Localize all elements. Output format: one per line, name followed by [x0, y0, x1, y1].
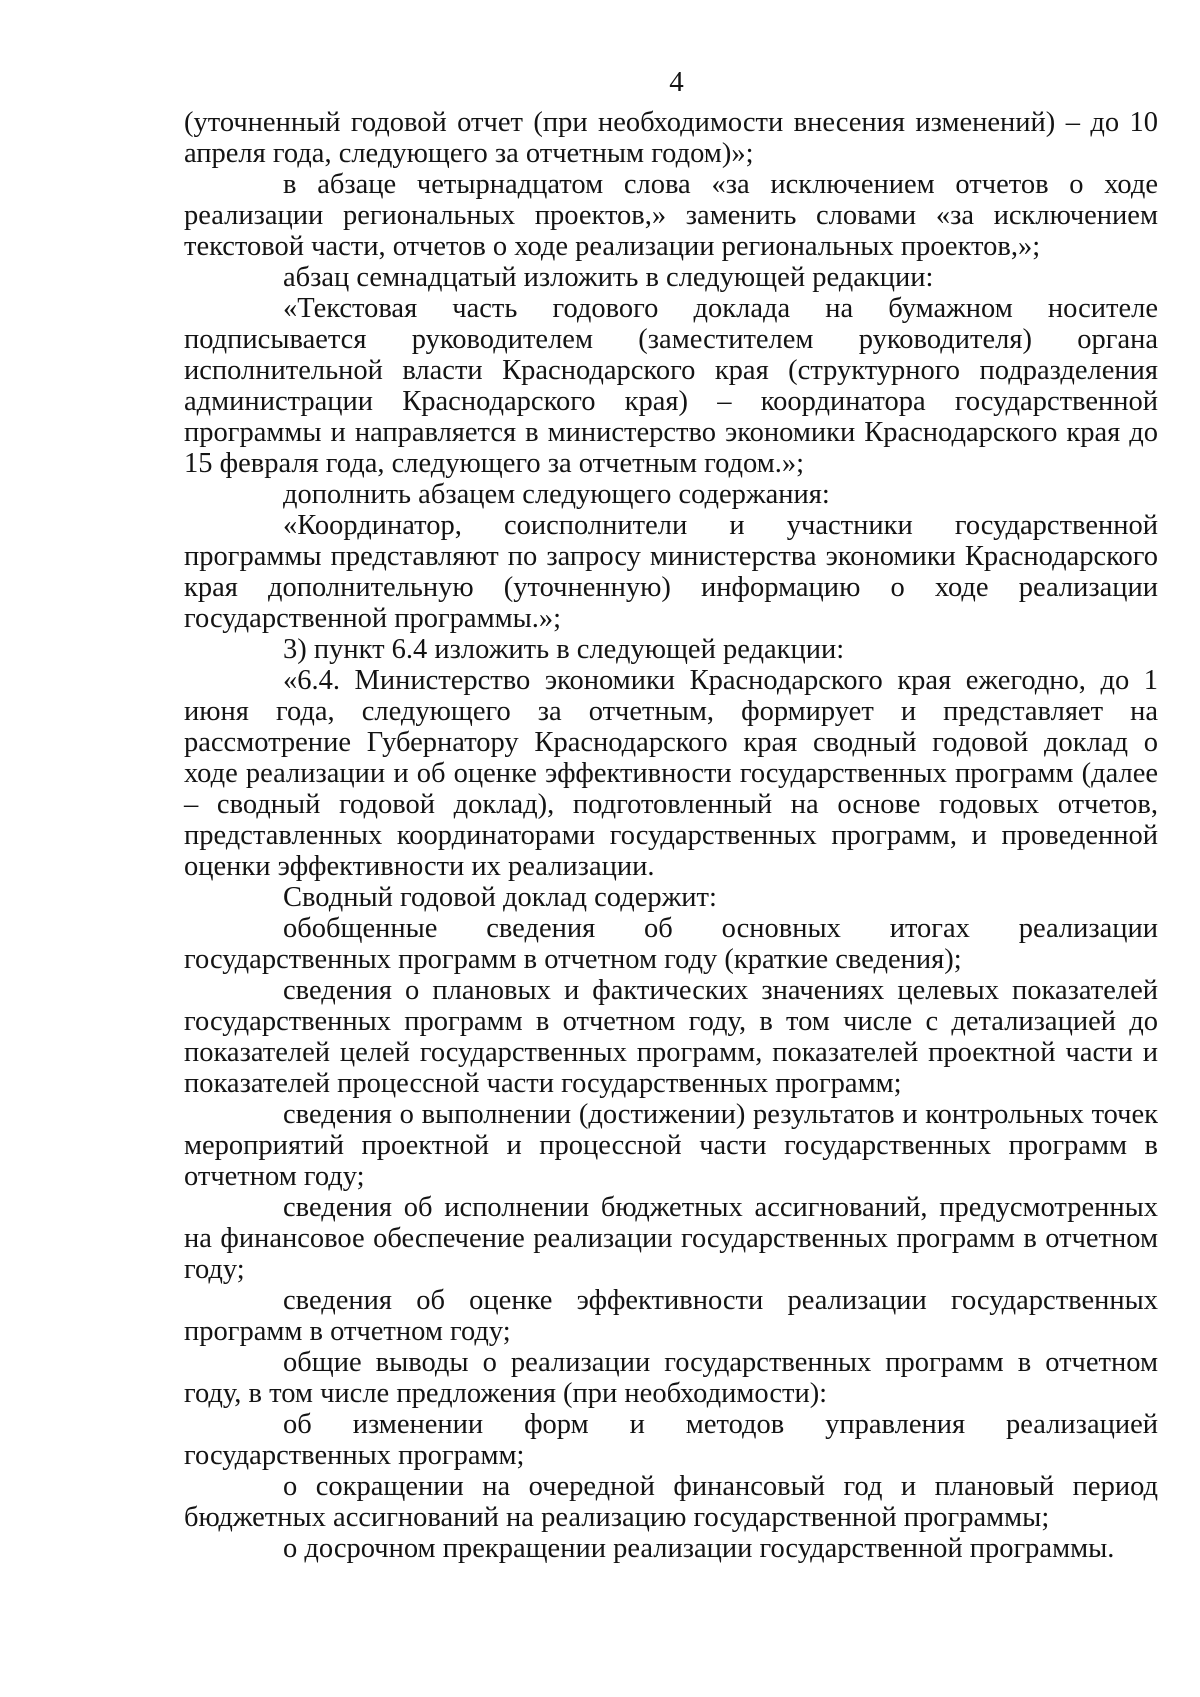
paragraph: об изменении форм и методов управления реализацией государственных программ; — [184, 1409, 1158, 1471]
paragraph: «Текстовая часть годового доклада на бумажном носителе подписывается руководителем (заместителем руководителя) органа исполнительной власти Краснодарского края (структурного подразделения администрации Краснодарского края) – координатора государственной программы и направляется в министерство экономики Краснодарского края до 15 февраля года, следующего за отчетным годом.»; — [184, 293, 1158, 479]
paragraph: общие выводы о реализации государственных программ в отчетном году, в том числе предложения (при необходимости): — [184, 1347, 1158, 1409]
paragraph: сведения о плановых и фактических значениях целевых показателей государственных программ в отчетном году, в том числе с детализацией до показателей целей государственных программ, показателей проектной части и показателей процессной части государственных программ; — [184, 975, 1158, 1099]
document-body — [184, 107, 1158, 1564]
paragraph: Сводный годовой доклад содержит: — [283, 882, 717, 913]
paragraph: сведения об исполнении бюджетных ассигнований, предусмотренных на финансовое обеспечение реализации государственных программ в отчетном году; — [184, 1192, 1158, 1285]
paragraph: в абзаце четырнадцатом слова «за исключением отчетов о ходе реализации региональных проектов,» заменить словами «за исключением текстовой части, отчетов о ходе реализации региональных проектов,»; — [184, 169, 1158, 262]
paragraph: «6.4. Министерство экономики Краснодарского края ежегодно, до 1 июня года, следующего за отчетным, формирует и представляет на рассмотрение Губернатору Краснодарского края сводный годовой доклад о ходе реализации и об оценке эффективности государственных программ (далее – сводный годовой доклад), подготовленный на основе годовых отчетов, представленных координаторами государственных программ, и проведенной оценки эффективности их реализации. — [184, 665, 1158, 882]
paragraph: «Координатор, соисполнители и участники государственной программы представляют по запросу министерства экономики Краснодарского края дополнительную (уточненную) информацию о ходе реализации государственной программы.»; — [184, 510, 1158, 634]
paragraph: о сокращении на очередной финансовый год и плановый период бюджетных ассигнований на реализацию государственной программы; — [184, 1471, 1158, 1533]
paragraph: (уточненный годовой отчет (при необходимости внесения изменений) – до 10 апреля года, следующего за отчетным годом)»; — [184, 107, 1158, 169]
paragraph: дополнить абзацем следующего содержания: — [283, 479, 830, 510]
page-number: 4 — [669, 66, 684, 98]
paragraph: о досрочном прекращении реализации государственной программы. — [283, 1533, 1115, 1564]
paragraph: абзац семнадцатый изложить в следующей редакции: — [283, 262, 934, 293]
paragraph: обобщенные сведения об основных итогах реализации государственных программ в отчетном году (краткие сведения); — [184, 913, 1158, 975]
paragraph: сведения об оценке эффективности реализации государственных программ в отчетном году; — [184, 1285, 1158, 1347]
paragraph: 3) пункт 6.4 изложить в следующей редакции: — [283, 634, 845, 665]
paragraph: сведения о выполнении (достижении) результатов и контрольных точек мероприятий проектной и процессной части государственных программ в отчетном году; — [184, 1099, 1158, 1192]
